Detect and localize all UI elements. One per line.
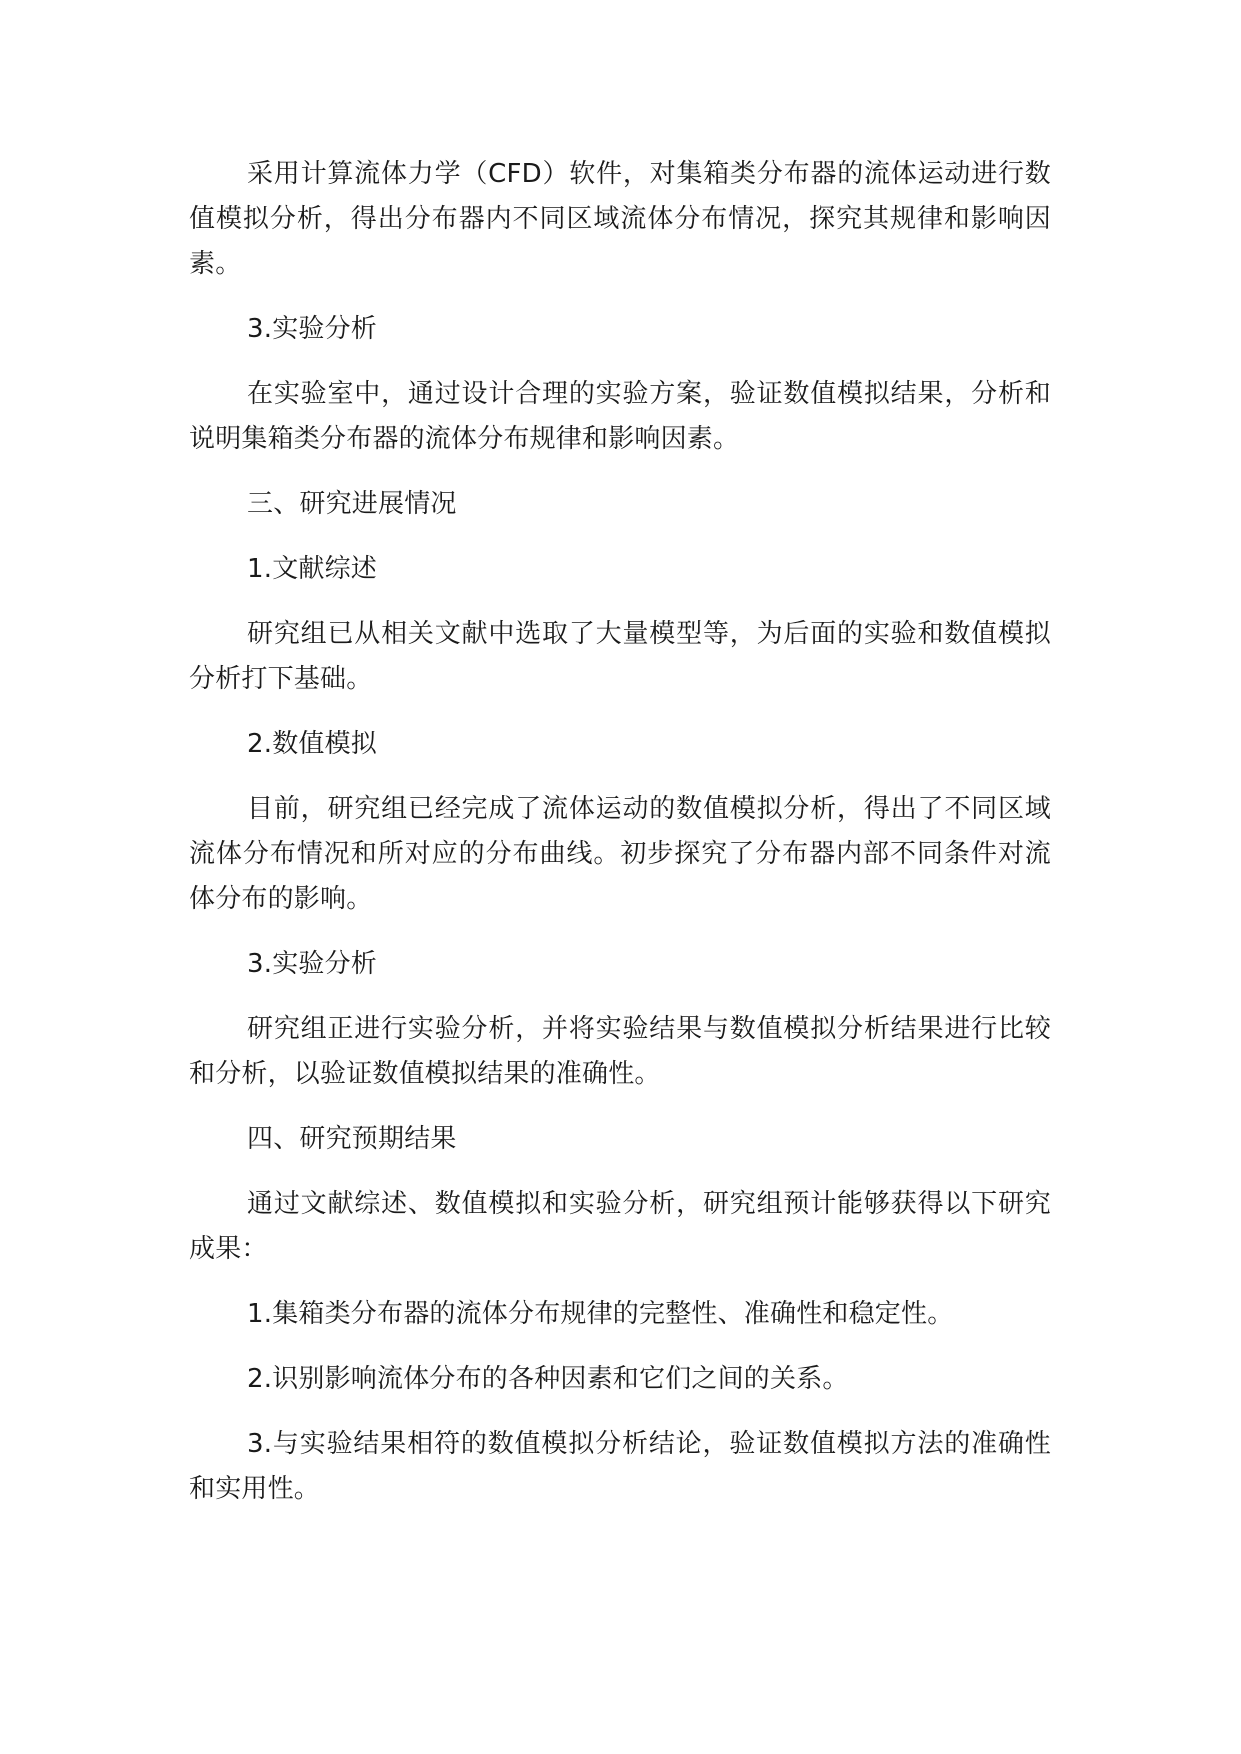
paragraph-literature-progress: 研究组已从相关文献中选取了大量模型等，为后面的实验和数值模拟分析打下基础。 bbox=[189, 619, 1051, 694]
subheading-literature-review: 1.文献综述 bbox=[247, 554, 378, 584]
paragraph-simulation-progress: 目前，研究组已经完成了流体运动的数值模拟分析，得出了不同区域流体分布情况和所对应的分布曲线。初步探究了分布器内部不同条件对流体分布的影响。 bbox=[189, 794, 1051, 914]
section-heading-progress: 三、研究进展情况 bbox=[247, 489, 457, 519]
list-item-result-1: 1.集箱类分布器的流体分布规律的完整性、准确性和稳定性。 bbox=[247, 1299, 954, 1329]
document-body bbox=[189, 152, 1051, 1532]
list-item-result-2: 2.识别影响流体分布的各种因素和它们之间的关系。 bbox=[247, 1364, 849, 1394]
list-item-result-3: 3.与实验结果相符的数值模拟分析结论，验证数值模拟方法的准确性和实用性。 bbox=[189, 1429, 1051, 1504]
paragraph-cfd-method: 采用计算流体力学（CFD）软件，对集箱类分布器的流体运动进行数值模拟分析，得出分布器内不同区域流体分布情况，探究其规律和影响因素。 bbox=[189, 159, 1051, 279]
subheading-numerical-simulation: 2.数值模拟 bbox=[247, 729, 378, 759]
paragraph-experiment-progress: 研究组正进行实验分析，并将实验结果与数值模拟分析结果进行比较和分析，以验证数值模拟结果的准确性。 bbox=[189, 1014, 1051, 1089]
section-heading-expected-results: 四、研究预期结果 bbox=[247, 1124, 457, 1154]
subheading-experiment-analysis-2: 3.实验分析 bbox=[247, 949, 378, 979]
paragraph-lab-verification: 在实验室中，通过设计合理的实验方案，验证数值模拟结果，分析和说明集箱类分布器的流体分布规律和影响因素。 bbox=[189, 379, 1051, 454]
subheading-experiment-analysis: 3.实验分析 bbox=[247, 314, 378, 344]
paragraph-expected-intro: 通过文献综述、数值模拟和实验分析，研究组预计能够获得以下研究成果： bbox=[189, 1189, 1051, 1264]
